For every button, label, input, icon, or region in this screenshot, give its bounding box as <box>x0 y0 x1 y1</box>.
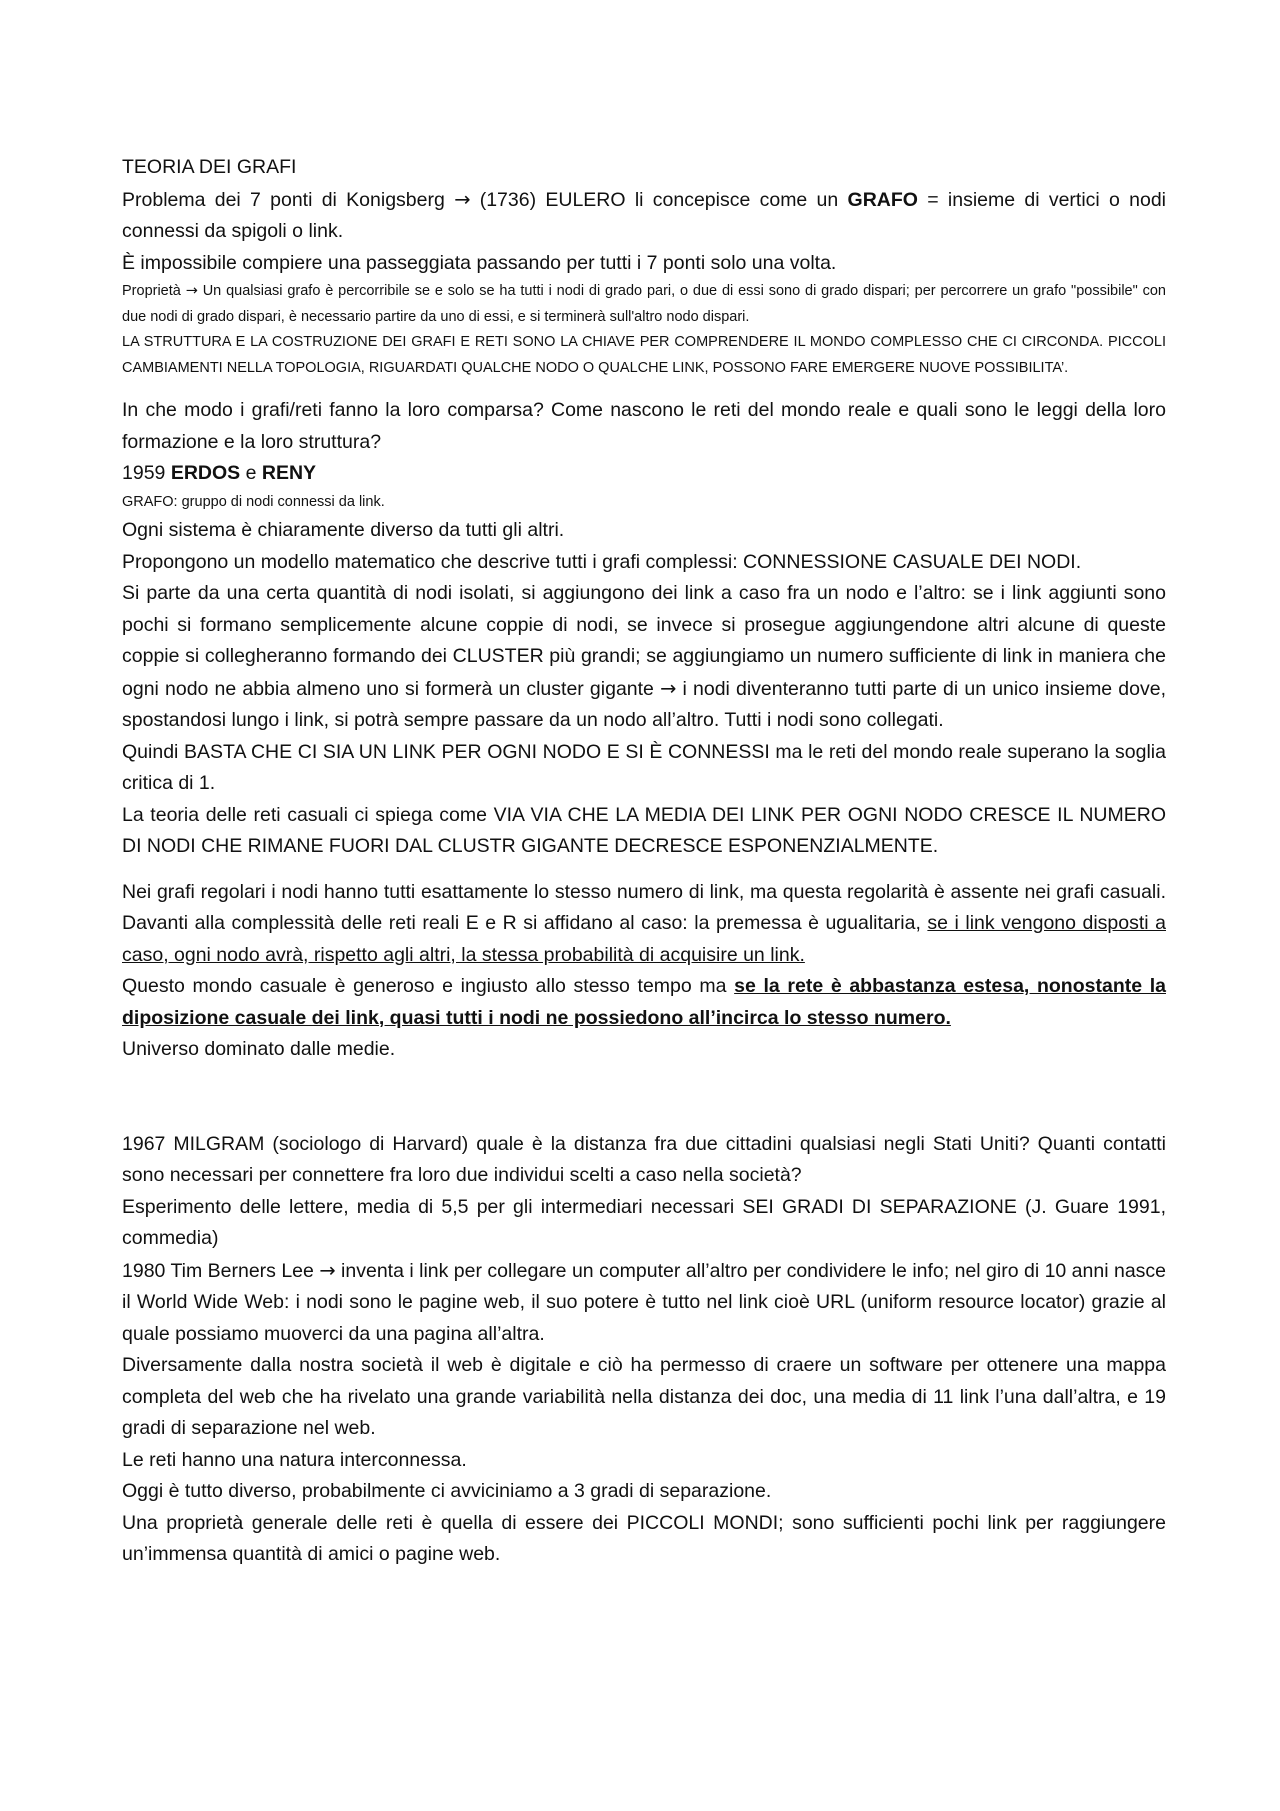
text-run: e <box>240 462 262 484</box>
text-run: 1980 Tim Berners Lee <box>122 1259 320 1282</box>
paragraph-small-worlds: Una proprietà generale delle reti è quella di essere dei PICCOLI MONDI; sono sufficienti pochi link per raggiungere un’immensa quantità di amici o pagine web. <box>122 1511 1166 1565</box>
paragraph-random-world <box>122 971 1166 1034</box>
text-run: inventa i link per collegare un computer all’altro per condividere le info; nel giro di 10 anni nasce il World Wide Web: i nodi sono le pagine web, il suo potere è tutto nel link cioè URL (uniform resource locator) grazie al quale possiamo muoverci da una pagina all’altra. <box>122 1259 1167 1345</box>
heading-erdos-reny <box>122 458 1166 490</box>
text-run: Questo mondo casuale è generoso e ingiusto allo stesso tempo ma <box>122 975 735 997</box>
text-run: (1736) EULERO li concepisce come un <box>470 188 848 211</box>
paragraph-cluster <box>122 578 1166 737</box>
text-run: Si parte da una certa quantità di nodi isolati, si aggiungono dei link a caso fra un nodo e l’altro: se i link aggiunti sono pochi si formano semplicemente alcune coppie di nodi, se invece si prosegue aggiungendone altri alcune di queste coppie si collegheranno formando dei CLUSTER più grandi; se aggiungiamo un numero sufficiente di link in maniera che ogni nodo ne abbia almeno uno si formerà un cluster gigante <box>122 582 1166 700</box>
text-run: Nei grafi regolari i nodi hanno tutti esattamente lo stesso numero di link, ma questa regolarità è assente nei grafi casuali. Davanti alla complessità delle reti reali E e R si affidano al caso: la premessa è ugualitaria, <box>122 880 1166 934</box>
arrow-right-icon: → <box>454 187 471 211</box>
text-run: 1959 <box>122 462 171 484</box>
document-page <box>122 152 1166 1571</box>
paragraph-impossible-walk: È impossibile compiere una passeggiata passando per tutti i 7 ponti solo una volta. <box>122 251 837 274</box>
paragraph-letters-experiment: Esperimento delle lettere, media di 5,5 per gli intermediari necessari SEI GRADI DI SEPARAZIONE (J. Guare 1991, commedia) <box>122 1195 1166 1249</box>
spacer <box>122 381 1166 395</box>
paragraph-konigsberg <box>122 184 1166 248</box>
arrow-right-icon: → <box>319 1258 336 1282</box>
paragraph-question: In che modo i grafi/reti fanno la loro comparsa? Come nascono le reti del mondo reale e quali sono le leggi della loro formazione e la loro struttura? <box>122 399 1166 453</box>
paragraph-three-degrees: Oggi è tutto diverso, probabilmente ci avviciniamo a 3 gradi di separazione. <box>122 1480 772 1502</box>
paragraph-averages: Universo dominato dalle medie. <box>122 1038 396 1060</box>
text-run: Proprietà <box>122 283 186 299</box>
bold-name-reny: RENY <box>261 462 317 484</box>
text-run: Un qualsiasi grafo è percorribile se e solo se ha tutti i nodi di grado pari, o due di essi sono di grado dispari; per percorrere un grafo "possibile" con due nodi di grado dispari, è necessario partire da uno di essi, e si terminerà sull'altro nodo dispari. <box>122 283 1166 325</box>
paragraph-every-system: Ogni sistema è chiaramente diverso da tutti gli altri. <box>122 519 565 541</box>
paragraph-interconnected: Le reti hanno una natura interconnessa. <box>122 1448 467 1471</box>
paragraph-milgram: 1967 MILGRAM (sociologo di Harvard) quale è la distanza fra due cittadini qualsiasi negli Stati Uniti? Quanti contatti sono necessari per connettere fra loro due individui scelti a caso nella società? <box>122 1132 1166 1186</box>
paragraph-threshold: Quindi BASTA CHE CI SIA UN LINK PER OGNI NODO E SI È CONNESSI ma le reti del mondo reale superano la soglia critica di 1. <box>122 740 1166 794</box>
paragraph-random-theory: La teoria delle reti casuali ci spiega come VIA VIA CHE LA MEDIA DEI LINK PER OGNI NODO CRESCE IL NUMERO DI NODI CHE RIMANE FUORI DAL CLUSTR GIGANTE DECRESCE ESPONENZIALMENTE. <box>122 803 1166 857</box>
paragraph-grafo-definition: GRAFO: gruppo di nodi connessi da link. <box>122 493 385 510</box>
paragraph-structure-caps: LA STRUTTURA E LA COSTRUZIONE DEI GRAFI E RETI SONO LA CHIAVE PER COMPRENDERE IL MONDO COMPLESSO CHE CI CIRCONDA. PICCOLI CAMBIAMENTI NELLA TOPOLOGIA, RIGUARDATI QUALCHE NODO O QUALCHE LINK, POSSONO FARE EMERGERE NUOVE POSSIBILITA’. <box>122 334 1166 376</box>
arrow-right-icon: → <box>185 283 198 299</box>
arrow-right-icon: → <box>660 676 677 700</box>
bold-name-erdos: ERDOS <box>170 462 241 484</box>
paragraph-property <box>122 279 1166 330</box>
doc-title: TEORIA DEI GRAFI <box>122 156 297 178</box>
text-run: i nodi diventeranno tutti parte di un unico insieme dove, spostandosi lungo i link, si potrà sempre passare da un nodo all’altro. Tutti i nodi sono collegati. <box>122 677 1166 731</box>
underlined-text: se i link vengono disposti a caso, ogni nodo avrà, rispetto agli altri, la stessa probabilità di acquisire un link. <box>122 912 1166 966</box>
paragraph-model: Propongono un modello matematico che descrive tutti i grafi complessi: CONNESSIONE CASUALE DEI NODI. <box>122 550 1082 573</box>
paragraph-web-map: Diversamente dalla nostra società il web è digitale e ciò ha permesso di craere un software per ottenere una mappa completa del web che ha rivelato una grande variabilità nella distanza dei doc, una media di 11 link l’una dall’altra, e 19 gradi di separazione nel web. <box>122 1354 1166 1439</box>
paragraph-regular-graphs <box>122 877 1166 972</box>
spacer <box>122 863 1166 877</box>
text-run: = insieme di vertici o nodi connessi da spigoli o link. <box>122 188 1166 242</box>
bold-term-grafo: GRAFO <box>847 188 918 211</box>
spacer <box>122 1066 1166 1129</box>
bold-underlined-text: se la rete è abbastanza estesa, nonostante la diposizione casuale dei link, quasi tutti i nodi ne possiedono all’incirca lo stesso numero. <box>122 975 1166 1029</box>
text-run: Problema dei 7 ponti di Konigsberg <box>122 188 455 211</box>
paragraph-berners-lee <box>122 1255 1166 1351</box>
